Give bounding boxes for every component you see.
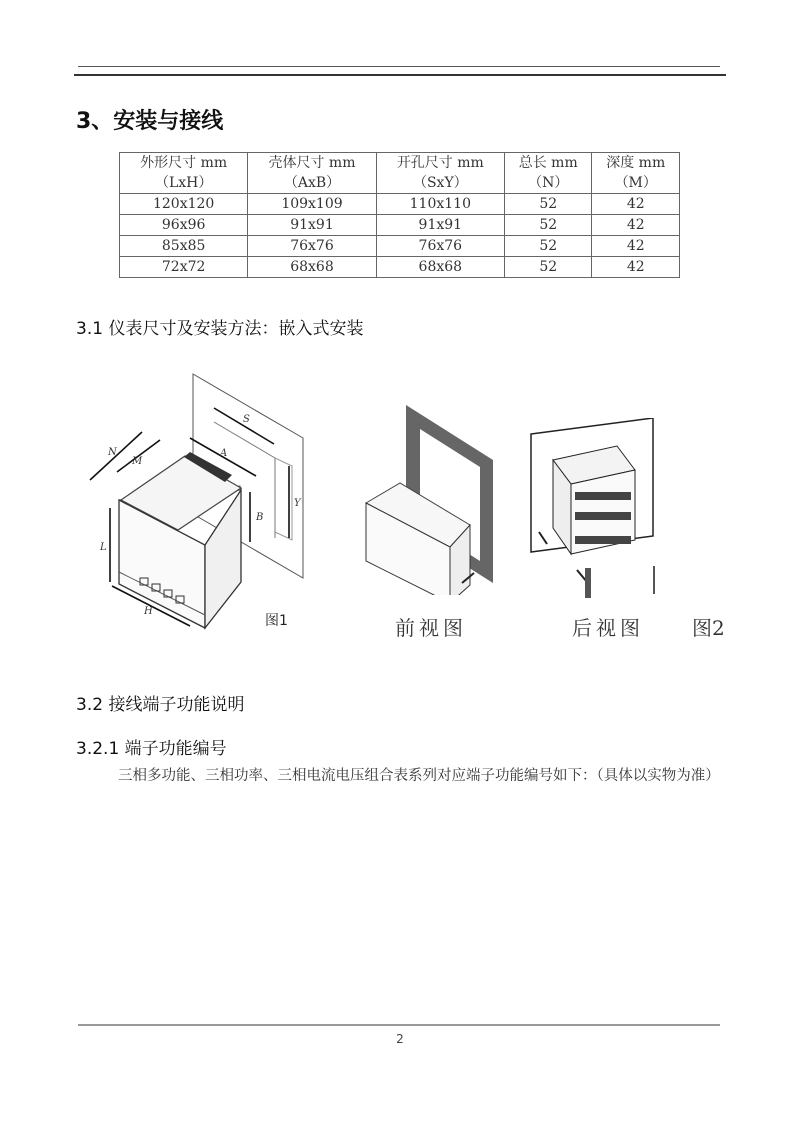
- subsection-title-3-2: 3.2 接线端子功能说明: [76, 695, 245, 715]
- table-cell: 76x76: [248, 236, 376, 257]
- back-view-diagram: [525, 418, 655, 608]
- front-view-diagram: [360, 405, 510, 595]
- table-cell: 52: [504, 215, 592, 236]
- subsection-title-3-2-1: 3.2.1 端子功能编号: [76, 739, 227, 759]
- table-row: [120, 257, 680, 278]
- label-n: N: [108, 447, 117, 458]
- table-cell: 42: [592, 236, 680, 257]
- table-cell: 85x85: [120, 236, 248, 257]
- table-cell: 68x68: [248, 257, 376, 278]
- table-cell: 68x68: [376, 257, 504, 278]
- header-cell: 外形尺寸 mm （LxH）: [120, 153, 248, 194]
- table-cell: 120x120: [120, 194, 248, 215]
- table-row: [120, 194, 680, 215]
- back-view-caption: 后视图: [572, 616, 644, 640]
- figure-1-caption: 图1: [265, 613, 288, 629]
- table-cell: 42: [592, 215, 680, 236]
- label-l: L: [100, 542, 107, 553]
- header-cell: 总长 mm （N）: [504, 153, 592, 194]
- table-cell: 109x109: [248, 194, 376, 215]
- table-cell: 52: [504, 257, 592, 278]
- label-a: A: [220, 448, 228, 459]
- dimension-table: [119, 152, 680, 278]
- header-rule-thick: [74, 74, 726, 76]
- label-s: S: [243, 414, 250, 425]
- figure-2-caption: 图2: [692, 616, 725, 640]
- label-y: Y: [294, 498, 301, 509]
- table-row: [120, 236, 680, 257]
- label-b: B: [256, 512, 264, 523]
- table-cell: 91x91: [248, 215, 376, 236]
- table-cell: 52: [504, 194, 592, 215]
- section-title: 3、安装与接线: [76, 109, 224, 134]
- subsection-title-3-1: 3.1 仪表尺寸及安装方法：嵌入式安装: [76, 319, 364, 339]
- front-view-caption: 前视图: [395, 616, 467, 640]
- footer-rule: [78, 1024, 720, 1026]
- table-cell: 110x110: [376, 194, 504, 215]
- table-cell: 42: [592, 194, 680, 215]
- table-row: [120, 215, 680, 236]
- table-cell: 76x76: [376, 236, 504, 257]
- header-cell: 壳体尺寸 mm （AxB）: [248, 153, 376, 194]
- meter-dimension-diagram: [60, 360, 330, 640]
- label-m: M: [132, 456, 143, 467]
- header-rule-thin: [78, 66, 720, 67]
- table-cell: 96x96: [120, 215, 248, 236]
- table-cell: 42: [592, 257, 680, 278]
- page-number: 2: [396, 1032, 404, 1046]
- terminal-description-paragraph: 三相多功能、三相功率、三相电流电压组合表系列对应端子功能编号如下：（具体以实物为准）: [118, 768, 720, 784]
- table-cell: 72x72: [120, 257, 248, 278]
- table-cell: 52: [504, 236, 592, 257]
- label-h: H: [144, 606, 153, 617]
- table-cell: 91x91: [376, 215, 504, 236]
- header-cell: 开孔尺寸 mm （SxY）: [376, 153, 504, 194]
- header-cell: 深度 mm （M）: [592, 153, 680, 194]
- table-header-row: [120, 153, 680, 194]
